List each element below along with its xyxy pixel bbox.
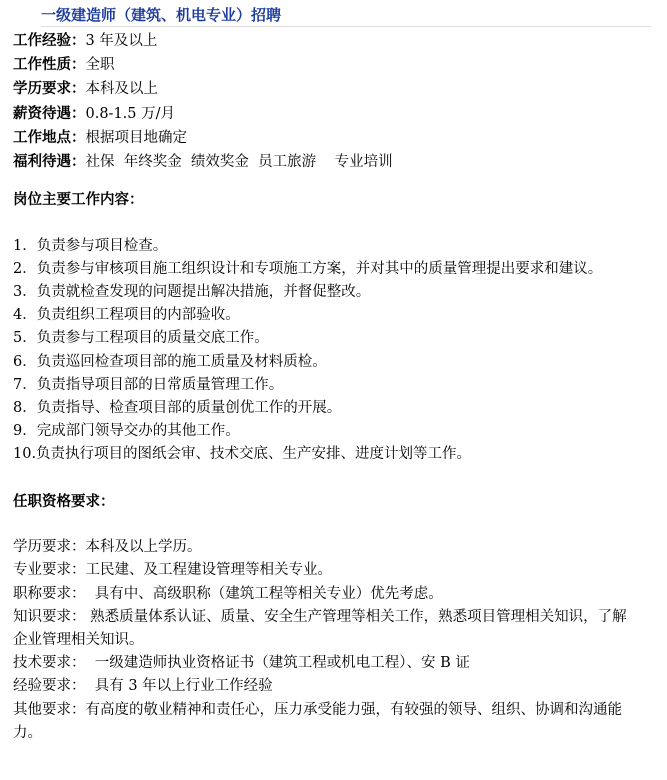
summary-section [13, 29, 653, 174]
summary-label: 工作地点： [13, 128, 86, 146]
duty-item: 8．负责指导、检查项目部的质量创优工作的开展。 [13, 400, 342, 417]
duties-heading: 岗位主要工作内容： [13, 191, 144, 209]
requirements-list [13, 536, 653, 745]
summary-label: 福利待遇： [13, 153, 86, 171]
requirements-heading: 任职资格要求： [13, 492, 115, 510]
requirement-item: 知识要求： 熟悉质量体系认证、质量、安全生产管理等相关工作，熟悉项目管理相关知识，了解企业管理相关知识。 [13, 608, 627, 649]
summary-value: 全职 [85, 57, 115, 74]
duty-item: 1．负责参与项目检查。 [13, 237, 168, 254]
duty-item: 10.负责执行项目的图纸会审、技术交底、生产安排、进度计划等工作。 [13, 446, 472, 463]
summary-label: 学历要求： [13, 80, 86, 98]
summary-value: 根据项目地确定 [85, 129, 187, 146]
requirement-item: 其他要求：有高度的敬业精神和责任心，压力承受能力强，有较强的领导、组织、协调和沟通能力。 [13, 701, 622, 741]
title-divider [41, 26, 651, 27]
summary-value: 社保 年终奖金 绩效奖金 员工旅游 专业培训 [85, 154, 393, 171]
duty-item: 2．负责参与审核项目施工组织设计和专项施工方案，并对其中的质量管理提出要求和建议。 [13, 260, 603, 277]
duty-item: 5．负责参与工程项目的质量交底工作。 [13, 330, 269, 347]
requirement-item: 经验要求： 具有 3 年以上行业工作经验 [13, 678, 273, 695]
summary-label: 工作性质： [13, 56, 86, 74]
summary-value: 本科及以上 [85, 81, 158, 98]
requirement-item: 职称要求： 具有中、高级职称（建筑工程等相关专业）优先考虑。 [13, 585, 443, 602]
summary-experience [13, 29, 653, 53]
spacer [13, 174, 653, 188]
spacer [13, 211, 653, 234]
summary-label: 工作经验： [13, 32, 86, 49]
duty-item: 4．负责组织工程项目的内部验收。 [13, 307, 240, 324]
job-posting [13, 0, 653, 745]
summary-education [13, 77, 653, 101]
requirement-item: 学历要求：本科及以上学历。 [13, 539, 202, 556]
requirement-item: 技术要求： 一级建造师执业资格证书（建筑工程或机电工程）、安 B 证 [13, 655, 470, 672]
summary-salary [13, 102, 653, 126]
duty-item: 7．负责指导项目部的日常质量管理工作。 [13, 376, 284, 393]
spacer [13, 467, 653, 490]
summary-benefits [13, 150, 653, 174]
duty-item: 3．负责就检查发现的问题提出解决措施，并督促整改。 [13, 284, 371, 301]
requirement-item: 专业要求：工民建、及工程建设管理等相关专业。 [13, 562, 332, 579]
spacer [13, 513, 653, 536]
summary-value: 3 年及以上 [85, 33, 158, 49]
summary-value: 0.8-1.5 万/月 [85, 105, 176, 122]
duty-item: 9．完成部门领导交办的其他工作。 [13, 423, 240, 440]
duty-item: 6．负责巡回检查项目部的施工质量及材料质检。 [13, 353, 327, 370]
summary-location [13, 126, 653, 150]
summary-job-type [13, 53, 653, 77]
job-title: 一级建造师（建筑、机电专业）招聘 [41, 6, 282, 24]
duties-list [13, 235, 653, 467]
summary-label: 薪资待遇： [13, 104, 86, 122]
